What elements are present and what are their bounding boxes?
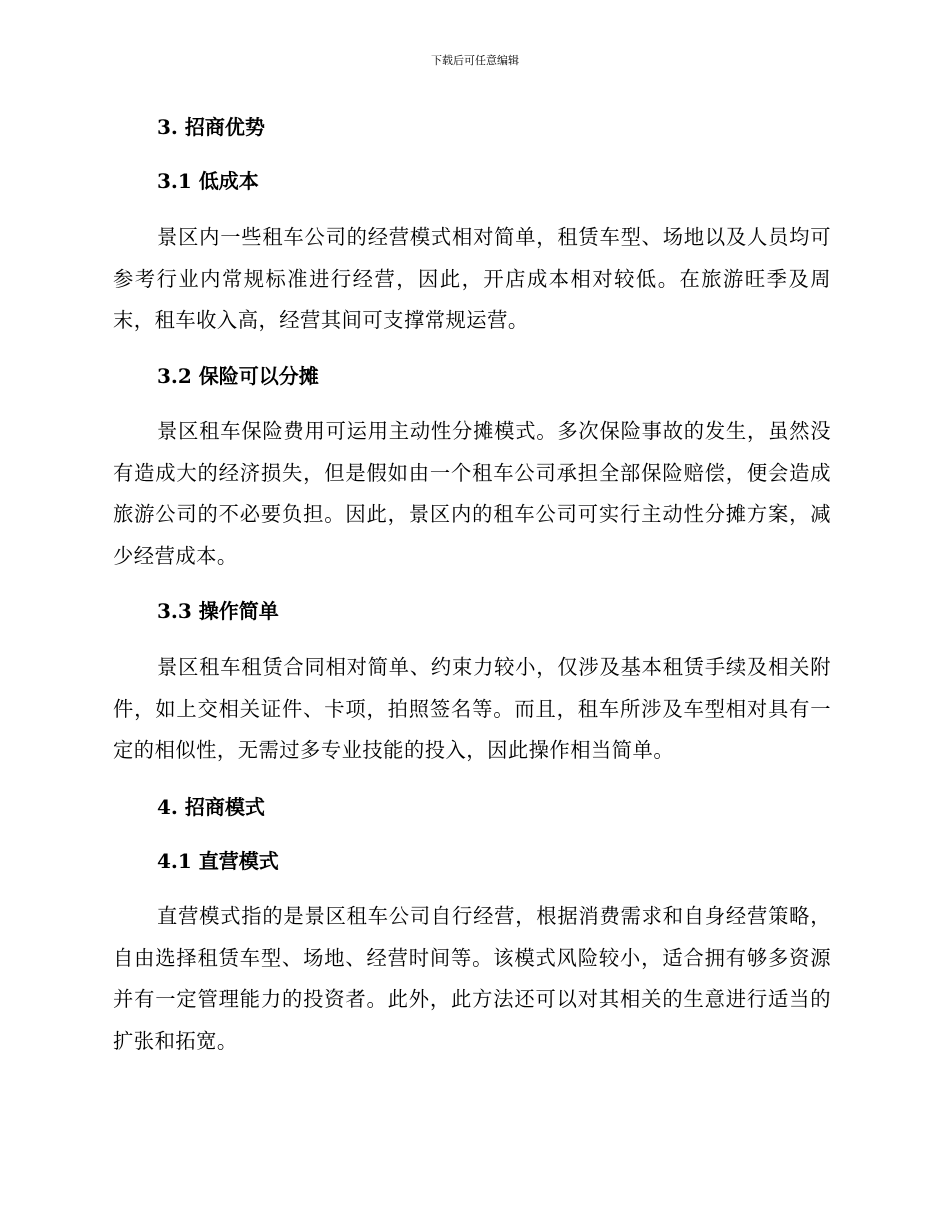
paragraph-3-2: 景区租车保险费用可运用主动性分摊模式。多次保险事故的发生，虽然没有造成大的经济损失，但是假如由一个租车公司承担全部保险赔偿，便会造成旅游公司的不必要负担。因此，景区内的租车公司可实行主动性分摊方案，减少经营成本。 bbox=[113, 419, 831, 568]
section-heading-3-3: 3.3 操作简单 bbox=[157, 599, 279, 623]
paragraph-4-1: 直营模式指的是景区租车公司自行经营，根据消费需求和自身经营策略，自由选择租赁车型、场地、经营时间等。该模式风险较小，适合拥有够多资源并有一定管理能力的投资者。此外，此方法还可以对其相关的生意进行适当的扩张和拓宽。 bbox=[113, 904, 831, 1053]
section-heading-3-2: 3.2 保险可以分摊 bbox=[157, 364, 319, 388]
paragraph-3-3: 景区租车租赁合同相对简单、约束力较小，仅涉及基本租赁手续及相关附件，如上交相关证件、卡项，拍照签名等。而且，租车所涉及车型相对具有一定的相似性，无需过多专业技能的投入，因此操作相当简单。 bbox=[113, 655, 831, 762]
section-heading-3: 3. 招商优势 bbox=[157, 115, 265, 139]
section-heading-4-1: 4.1 直营模式 bbox=[157, 849, 279, 873]
section-heading-3-1: 3.1 低成本 bbox=[157, 169, 259, 193]
section-heading-4: 4. 招商模式 bbox=[157, 795, 265, 819]
page-header: 下载后可任意编辑 bbox=[431, 54, 519, 67]
paragraph-3-1: 景区内一些租车公司的经营模式相对简单，租赁车型、场地以及人员均可参考行业内常规标准进行经营，因此，开店成本相对较低。在旅游旺季及周末，租车收入高，经营其间可支撑常规运营。 bbox=[113, 225, 831, 332]
